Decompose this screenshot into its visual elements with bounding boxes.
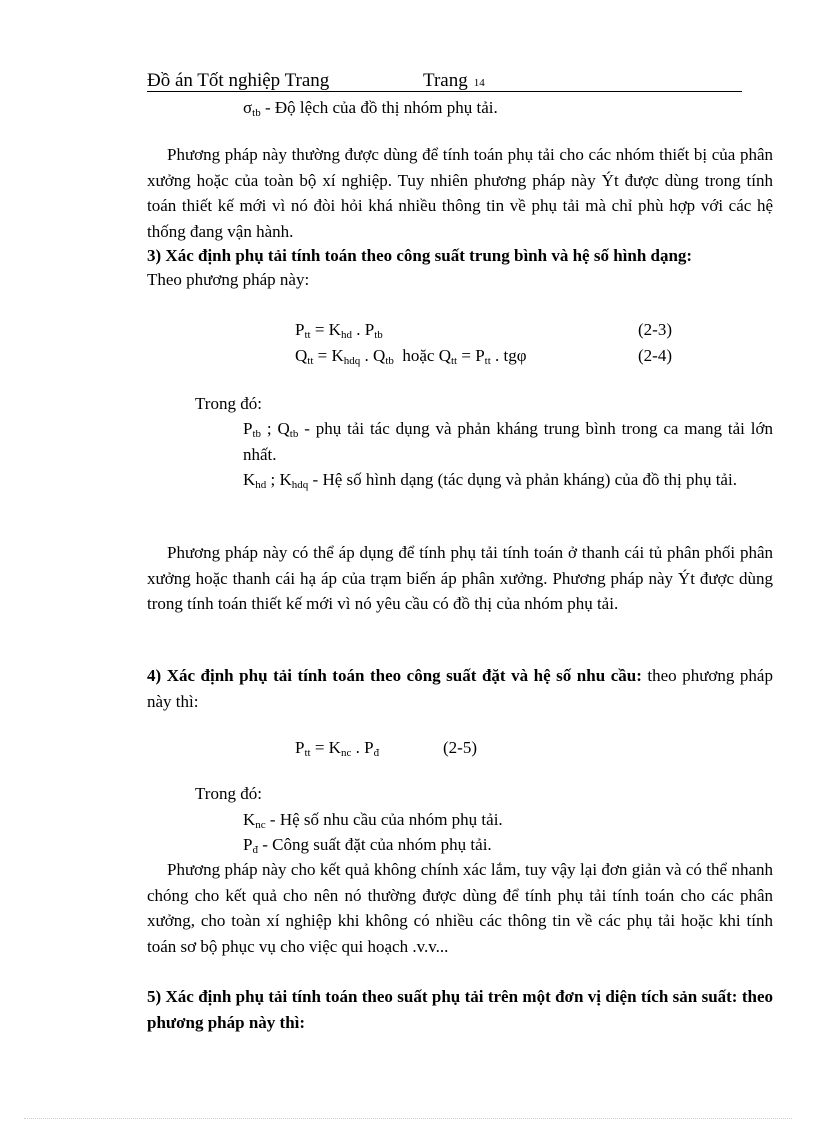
page-number: 14: [473, 77, 485, 89]
equation-2-5: $P_{tt} = K_{nc}$ . $P_đ$: [295, 738, 380, 759]
heading-3: 3) Xác định phụ tải tính toán theo công suất trung bình và hệ số hình dạng:: [147, 246, 693, 265]
header-title: Đồ án Tốt nghiệp Trang: [147, 70, 330, 91]
page-bottom-rule: [24, 1118, 792, 1119]
equation-number: (2-5): [443, 738, 477, 757]
equation-2-4: $Q_{tt} = K_{hdq}$ . $Q_{tb}$ hoặc $Q_{tt} = P_{tt}$ . tgφ: [295, 346, 527, 367]
heading-3-intro: Theo phương pháp này:: [147, 270, 310, 289]
paragraph-2: Phương pháp này có thể áp dụng để tính phụ tải tính toán ở thanh cái tủ phân phối phân xưởng hoặc thanh cái hạ áp của trạm biến áp phân xưởng. Phương pháp này Ýt được dùng trong tính toán thiết kế mới vì nó yêu cầu có đồ thị của nhóm phụ tải.: [147, 543, 773, 613]
equation-2-3: $P_{tt} = K_{hd}$ . $P_{tb}$: [295, 320, 383, 341]
definition-item: $K_{nc}$ - Hệ số nhu cầu của nhóm phụ tải.: [243, 810, 503, 831]
header-rule: [147, 91, 742, 92]
page-header: [147, 70, 485, 92]
definition-item: $K_{hd}$ ; $K_{hdq}$ - Hệ số hình dạng (tác dụng và phản kháng) của đồ thị phụ tải.: [243, 470, 737, 491]
paragraph-3: Phương pháp này cho kết quả không chính xác lắm, tuy vậy lại đơn giản và có thể nhanh chóng cho kết quả cho nên nó thường được dùng để tính phụ tải tính toán cho các phân xưởng, cho toàn xí nghiệp khi không có nhiều các thông tin về các phụ tải hoặc khi tính toán sơ bộ phục vụ cho việc qui hoạch .v.v...: [147, 860, 773, 956]
equation-number: (2-4): [638, 346, 672, 365]
paragraph-1: Phương pháp này thường được dùng để tính toán phụ tải cho các nhóm thiết bị của phân xưởng hoặc của toàn bộ xí nghiệp. Tuy nhiên phương pháp này Ýt được dùng trong tính toán thiết kế mới vì nó đòi hỏi khá nhiều thông tin về phụ tải mà chỉ phù hợp với các hệ thống đang vận hành.: [147, 145, 773, 241]
definition-item: $P_đ$ - Công suất đặt của nhóm phụ tải.: [243, 835, 492, 856]
sigma-definition: $\sigma_{tb}$ - Độ lệch của đồ thị nhóm phụ tải.: [243, 98, 498, 119]
where-label: Trong đó:: [195, 784, 262, 803]
heading-4: 4) Xác định phụ tải tính toán theo công suất đặt và hệ số nhu cầu: theo phương pháp này thì:: [147, 666, 773, 711]
header-page: Trang 14: [423, 70, 485, 91]
heading-5: 5) Xác định phụ tải tính toán theo suất phụ tải trên một đơn vị diện tích sản suất: theo phương pháp này thì:: [147, 987, 773, 1032]
equation-number: (2-3): [638, 320, 672, 339]
where-label: Trong đó:: [195, 394, 262, 413]
definition-item: $P_{tb}$ ; $Q_{tb}$ - phụ tải tác dụng và phản kháng trung bình trong ca mang tải lớn nhất.: [243, 419, 773, 464]
